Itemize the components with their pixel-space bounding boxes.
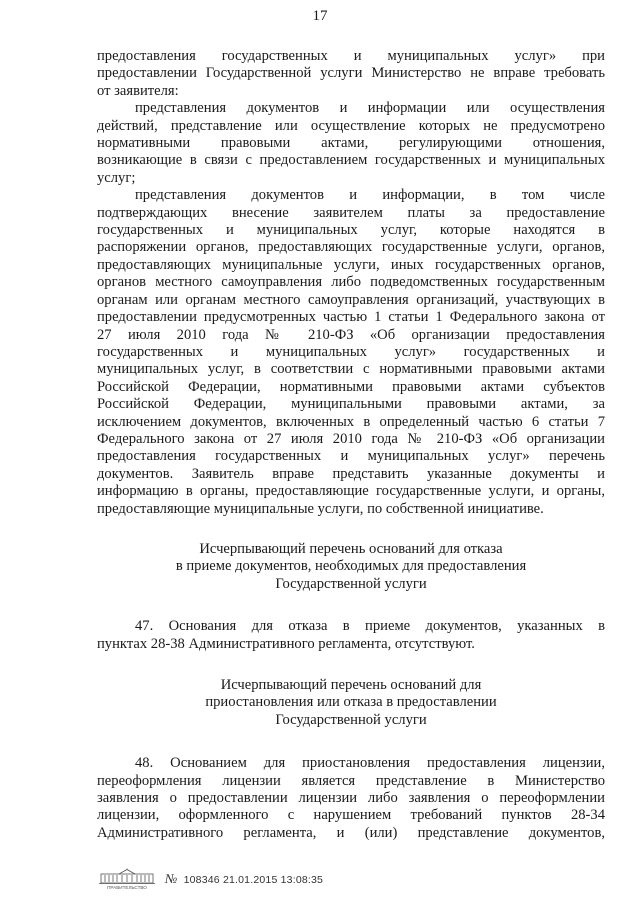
text-line: распоряжении органов, предоставляющих государственные услуги, органов,: [97, 239, 605, 256]
text-line: заявления о предоставлении лицензии либо заявления о переоформлении: [97, 790, 605, 807]
text-line: предоставлении предусмотренных частью 1 статьи 1 Федерального закона от: [97, 309, 605, 326]
text-line: услуг;: [97, 169, 136, 186]
heading-line: в приеме документов, необходимых для предоставления: [175, 558, 527, 575]
text-line: предоставления государственных и муниципальных услуг» перечень: [97, 448, 605, 465]
text-line: предоставления государственных и муниципальных услуг» при: [97, 48, 605, 64]
number-sign: №: [165, 871, 178, 886]
text-line: 27 июля 2010 года № 210-ФЗ «Об организации предоставления: [97, 326, 605, 343]
text-line: государственных и муниципальных услуг, которые находятся в: [97, 222, 605, 239]
text-line: 48. Основанием для приостановления предоставления лицензии,: [135, 755, 605, 772]
text-line: Административного регламента, и (или) представление документов,: [97, 824, 605, 841]
text-line: 47. Основания для отказа в приеме документов, указанных в: [135, 618, 605, 635]
text-line: пунктах 28-38 Административного регламента, отсутствуют.: [97, 635, 475, 652]
text-line: представления документов и информации или осуществления: [135, 100, 605, 117]
text-line: государственных и муниципальных услуг» государственных и: [97, 343, 605, 360]
text-line: Федерального закона от 27 июля 2010 года № 210-ФЗ «Об организации: [97, 430, 605, 447]
paragraph-documents-actions: [97, 100, 605, 187]
logo-caption: ПРАВИТЕЛЬСТВО: [107, 885, 147, 890]
text-line: информацию в органы, предоставляющие государственные услуги, и органы,: [97, 483, 605, 500]
text-line: лицензии, оформленного с нарушением требований пунктов 28-34: [97, 807, 605, 824]
document-stamp: [97, 868, 323, 890]
stamp-label: [165, 871, 323, 887]
text-line: возникающие в связи с предоставлением государственных и муниципальных: [97, 152, 605, 169]
text-line: Российской Федерации, нормативными правовыми актами субъектов: [97, 378, 605, 395]
heading-line: Государственной услуги: [275, 711, 427, 728]
text-line: Российской Федерации, муниципальными правовыми актами, за: [97, 396, 605, 413]
text-line: предоставляющих муниципальные услуги, иных государственных органов,: [97, 256, 605, 273]
text-line: органам или органам местного самоуправления организаций, участвующих в: [97, 291, 605, 308]
text-line: документов. Заявитель вправе представить указанные документы и: [97, 465, 605, 482]
text-line: муниципальных услуг, в соответствии с нормативными правовыми актами: [97, 361, 605, 378]
text-line: переоформления лицензии является представление в Министерство: [97, 772, 605, 789]
stamp-number-date: 108346 21.01.2015 13:08:35: [183, 874, 324, 886]
text-line: действий, представление или осуществление которых не предусмотрено: [97, 117, 605, 134]
text-line: предоставлении Государственной услуги Министерство не вправе требовать: [97, 65, 605, 82]
text-line: органов местного самоуправления либо подведомственных государственным: [97, 274, 605, 291]
document-body: [97, 48, 605, 842]
page-number: 17: [312, 8, 328, 24]
paragraph-intro: [97, 48, 605, 100]
text-line: от заявителя:: [97, 82, 179, 99]
government-building-icon: [97, 868, 157, 890]
text-line: представления документов и информации, в том числе: [135, 187, 605, 204]
section-heading-refusal: [97, 541, 605, 593]
paragraph-documents-information: [97, 187, 605, 518]
section-heading-suspension: [97, 677, 605, 729]
text-line: предоставляющие муниципальные услуги, по собственной инициативе.: [97, 500, 544, 517]
text-line: подтверждающих внесение заявителем платы за предоставление: [97, 204, 605, 221]
heading-line: Государственной услуги: [275, 575, 427, 592]
text-line: исключением документов, включенных в определенный частью 6 статьи 7: [97, 413, 605, 430]
text-line: нормативными правовыми актами, регулирующими отношения,: [97, 135, 605, 152]
paragraph-48: [97, 755, 605, 842]
heading-line: Исчерпывающий перечень оснований для отказа: [199, 540, 503, 557]
paragraph-47: [97, 618, 605, 653]
heading-line: приостановления или отказа в предоставлении: [205, 694, 497, 711]
heading-line: Исчерпывающий перечень оснований для: [220, 677, 482, 693]
